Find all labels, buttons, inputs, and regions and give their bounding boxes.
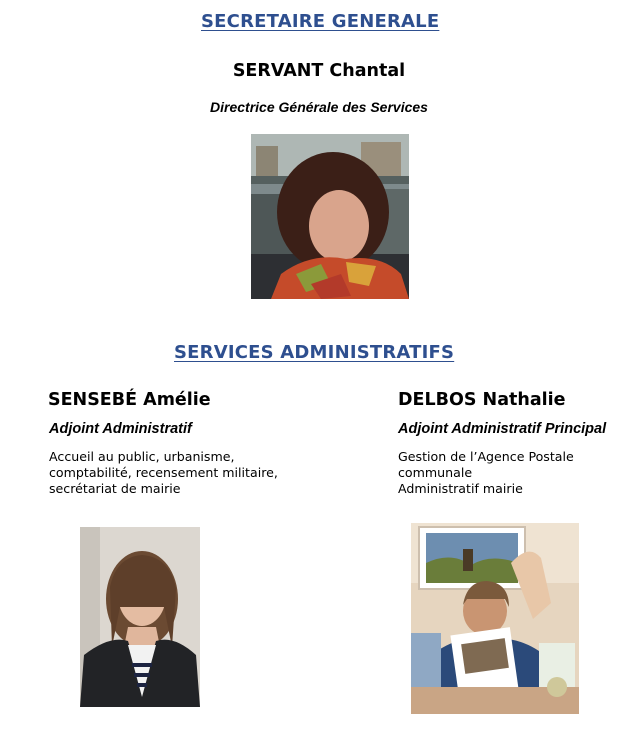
person-name-delbos: DELBOS Nathalie [398,390,566,410]
person-duties-delbos [398,449,574,497]
duty-line: secrétariat de mairie [49,481,181,496]
person-role-sensebe: Adjoint Administratif [49,421,192,437]
person-name-sensebe: SENSEBÉ Amélie [48,390,211,410]
duty-line: comptabilité, recensement militaire, [49,465,278,480]
section-title-secretaire-generale: SECRETAIRE GENERALE [201,11,440,32]
person-role-delbos: Adjoint Administratif Principal [398,421,607,437]
servant-portrait-photo [251,134,409,299]
person-name-servant: SERVANT Chantal [232,61,406,81]
duty-line: communale [398,465,473,480]
person-duties-sensebe [49,449,278,497]
sensebe-portrait-photo [80,527,200,707]
delbos-portrait-photo [411,523,579,714]
duty-line: Gestion de l’Agence Postale [398,449,574,464]
section-title-services-administratifs: SERVICES ADMINISTRATIFS [174,342,455,363]
person-role-servant: Directrice Générale des Services [210,99,428,115]
duty-line: Administratif mairie [398,481,523,496]
duty-line: Accueil au public, urbanisme, [49,449,235,464]
